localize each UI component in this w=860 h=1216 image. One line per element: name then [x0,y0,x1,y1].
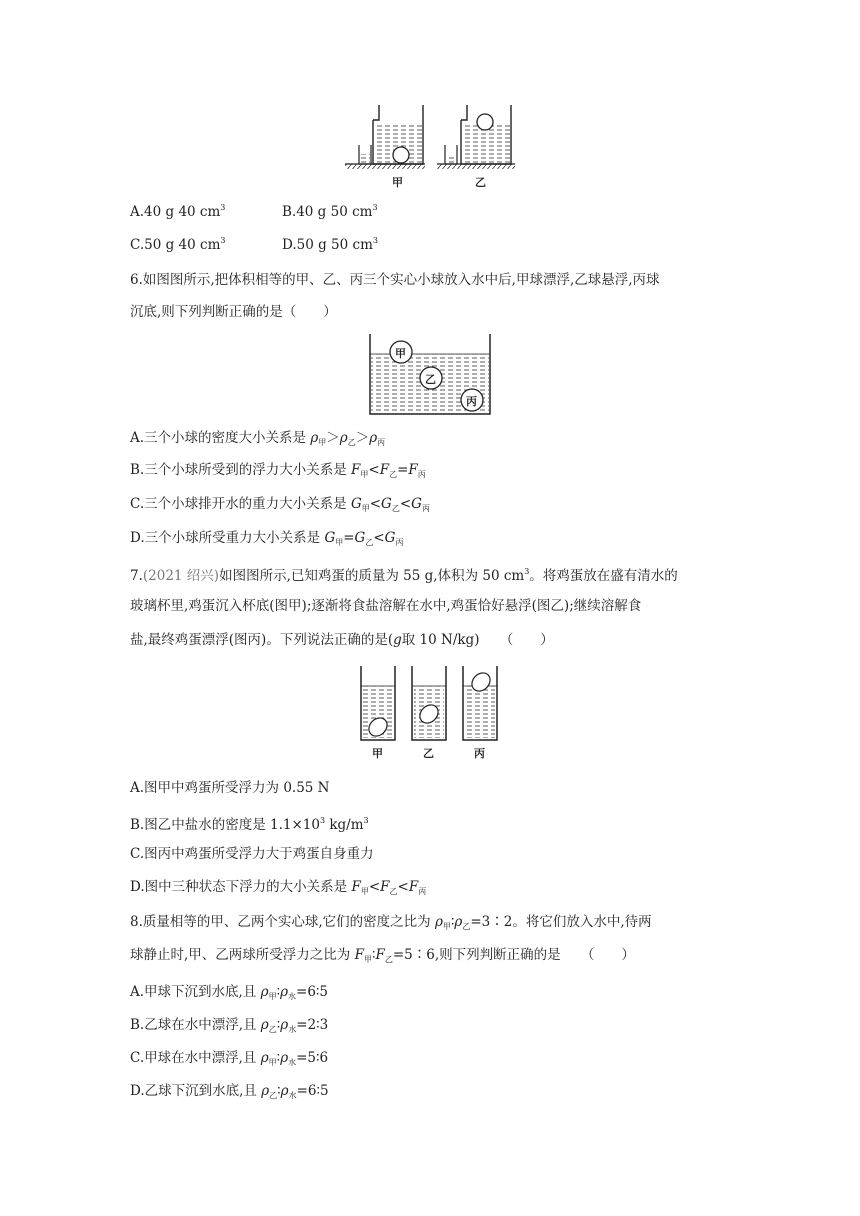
q6-b-sub1: 甲 [360,470,369,479]
q7-d-sym2: F [380,879,390,895]
q6-a-op2: ＞ [355,430,370,446]
q8-stem1-rho1: ρ [434,914,443,930]
q7-option-c[interactable]: C.图丙中鸡蛋所受浮力大于鸡蛋自身重力 [130,846,374,862]
q6-d-sym2: G [354,530,366,546]
q5-option-a-sup: 3 [220,203,226,212]
q6-c-sym3: G [411,496,422,512]
q6-b-sym3: F [408,462,418,478]
q5-option-c[interactable] [130,236,225,253]
q8-stem2a: 球静止时,甲、乙两球所受浮力之比为 [130,947,355,963]
q8-a-sub1: 甲 [268,992,277,1001]
q6-d-op2: < [373,530,385,546]
q8-a-text: A.甲球下沉到水底,且 [130,984,261,1000]
q8-d-rho2: ρ [280,1083,289,1099]
q8-b-text: B.乙球在水中漂浮,且 [130,1017,261,1033]
q7-fig-label-bing: 丙 [474,747,485,760]
q7-stem-line3 [130,630,554,650]
q8-stem2b: =5∶6,则下列判断正确的是 （ ） [392,947,635,963]
q6-ball-label-jia: 甲 [395,347,406,360]
q8-stem1-rho2: ρ [454,914,463,930]
q5-fig-label-jia: 甲 [392,176,403,189]
q7-stem-line1 [130,562,678,586]
q8-d-ratio: =6∶5 [296,1083,329,1099]
q7-d-sym1: F [351,879,361,895]
q8-option-d[interactable] [130,1081,329,1106]
q7-number: 7. [130,568,143,584]
q7-stem3-g: g [393,632,402,648]
q7-b-text: B.图乙中盐水的密度是 1.1×10 [130,817,320,833]
q6-ball-label-bing: 丙 [466,395,477,408]
q8-stem2-colon: ∶ [371,947,376,963]
q7-b-sup: 3 [319,816,326,825]
q7-d-sub3: 丙 [418,887,427,896]
q8-b-sub1: 乙 [268,1025,277,1034]
q8-stem1b: =3∶2。将它们放入水中,待两 [470,914,652,930]
q6-figure [368,332,492,416]
q5-option-a[interactable] [130,203,225,220]
q8-a-ratio: =6∶5 [296,984,329,1000]
q8-option-a[interactable] [130,982,328,1007]
q6-b-op2: = [397,462,409,478]
q8-a-sub2: 水 [288,992,297,1001]
q7-fig-label-yi: 乙 [423,747,434,760]
q6-c-op1: < [369,496,382,512]
q6-d-sub3: 丙 [395,538,404,547]
q6-a-sub1: 甲 [318,438,327,447]
q8-c-sub1: 甲 [268,1058,277,1067]
q8-stem1-sub2: 乙 [462,922,471,931]
q6-ball-label-yi: 乙 [425,373,436,386]
q7-figure [355,664,505,762]
q8-a-colon: ∶ [276,984,281,1000]
q8-c-rho2: ρ [280,1050,289,1066]
q8-c-ratio: =5∶6 [296,1050,329,1066]
q6-b-sub3: 丙 [417,470,426,479]
q8-b-rho2: ρ [280,1017,289,1033]
q8-d-sub1: 乙 [269,1091,278,1100]
q5-option-c-sup: 3 [220,236,226,245]
q7-stem3a: 盐,最终鸡蛋漂浮(图丙)。下列说法正确的是( [130,632,394,648]
q8-stem-line1 [130,912,652,937]
q8-stem1-sub1: 甲 [442,922,451,931]
q8-stem2-sub2: 乙 [384,955,393,964]
q7-d-sub1: 甲 [360,887,369,896]
q6-a-sym3: ρ [369,430,378,446]
q8-c-colon: ∶ [276,1050,281,1066]
q6-a-sub3: 丙 [377,438,386,447]
q6-c-sym1: G [350,496,362,512]
q6-option-d[interactable] [130,528,403,553]
q8-c-sub2: 水 [288,1058,297,1067]
q6-c-sub1: 甲 [361,504,370,513]
q8-d-sub2: 水 [288,1091,297,1100]
q7-d-op1: < [368,879,381,895]
q7-stem1-end: 。将鸡蛋放在盛有清水的 [529,568,678,584]
q5-option-d-text: D.50 g 50 cm [282,237,373,253]
q7-option-d[interactable] [130,877,426,902]
q8-b-rho1: ρ [260,1017,269,1033]
q6-option-b[interactable] [130,460,426,485]
q6-d-op1: = [343,530,355,546]
q6-option-c[interactable] [130,494,430,519]
q6-c-sub2: 乙 [391,504,400,513]
q8-stem-line2 [130,945,635,970]
q7-stem1: 如图图所示,已知鸡蛋的质量为 55 g,体积为 50 cm [219,568,525,584]
q6-option-c-text: C.三个小球排开水的重力大小关系是 [130,496,351,512]
q7-stem3b: 取 10 N/kg) （ ） [401,632,554,648]
q8-d-rho1: ρ [261,1083,270,1099]
q8-option-b[interactable] [130,1015,328,1040]
q7-b-sup2: 3 [363,816,369,825]
q8-d-text: D.乙球下沉到水底,且 [130,1083,262,1099]
q7-d-sym3: F [408,879,419,895]
q8-d-colon: ∶ [277,1083,281,1099]
q6-c-sym2: G [381,496,392,512]
q6-b-op1: < [368,462,380,478]
q6-option-d-text: D.三个小球所受重力大小关系是 [130,530,325,546]
q6-option-b-text: B.三个小球所受到的浮力大小关系是 [130,462,352,478]
q5-figure [345,100,515,192]
q8-b-sub2: 水 [288,1025,297,1034]
q8-stem1-colon: ∶ [450,914,455,930]
q7-b-unit: kg/m [325,817,364,833]
q8-c-text: C.甲球在水中漂浮,且 [130,1050,261,1066]
q7-option-d-text: D.图中三种状态下浮力的大小关系是 [130,879,352,895]
q8-a-rho1: ρ [260,984,269,1000]
q8-a-rho2: ρ [280,984,289,1000]
q5-option-b-sup: 3 [372,203,378,212]
q6-option-a-text: A.三个小球的密度大小关系是 [130,430,311,446]
q6-c-op2: < [399,496,412,512]
q5-option-d[interactable] [282,236,378,253]
q5-option-d-sup: 3 [372,236,378,245]
q5-option-b-text: B.40 g 50 cm [282,204,373,220]
q6-d-sub2: 乙 [365,538,374,547]
q8-b-colon: ∶ [276,1017,281,1033]
q7-option-b[interactable] [130,811,369,835]
q8-stem2-f1: F [354,947,364,963]
q6-c-sub3: 丙 [421,504,430,513]
q8-c-rho1: ρ [260,1050,269,1066]
q7-stem1-sup: 3 [524,567,530,576]
q5-fig-label-yi: 乙 [475,176,486,189]
q7-d-op2: < [397,879,409,895]
q6-a-sym2: ρ [339,430,348,446]
q8-stem2-sub1: 甲 [363,955,372,964]
q6-stem-line2: 沉底,则下列判断正确的是（ ） [130,304,337,320]
q6-a-sym1: ρ [310,430,319,446]
q7-source: (2021 绍兴) [142,568,220,584]
q6-b-sub2: 乙 [389,470,398,479]
q6-stem-line1: 6.如图图所示,把体积相等的甲、乙、丙三个实心小球放入水中后,甲球漂浮,乙球悬浮,丙球 [130,272,660,288]
q8-b-ratio: =2∶3 [296,1017,329,1033]
q6-d-sym1: G [324,530,336,546]
q5-option-c-text: C.50 g 40 cm [130,237,221,253]
q8-option-c[interactable] [130,1048,328,1073]
q7-d-sub2: 乙 [389,887,398,896]
q6-a-op1: ＞ [326,430,340,446]
q7-stem-line2: 玻璃杯里,鸡蛋沉入杯底(图甲);逐渐将食盐溶解在水中,鸡蛋恰好悬浮(图乙);继续溶解食 [130,598,642,614]
q5-option-a-text: A.40 g 40 cm [130,204,221,220]
q7-fig-label-jia: 甲 [372,747,383,760]
q6-option-a[interactable] [130,428,385,453]
q8-stem1a: 8.质量相等的甲、乙两个实心球,它们的密度之比为 [130,914,435,930]
q8-stem2-f2: F [375,947,385,963]
q7-option-a[interactable]: A.图甲中鸡蛋所受浮力为 0.55 N [130,780,330,796]
q6-b-sym1: F [351,462,361,478]
q5-option-b[interactable] [282,203,378,220]
q6-d-sub1: 甲 [335,538,344,547]
q6-d-sym3: G [384,530,396,546]
q6-b-sym2: F [379,462,390,478]
q6-a-sub2: 乙 [347,438,356,447]
